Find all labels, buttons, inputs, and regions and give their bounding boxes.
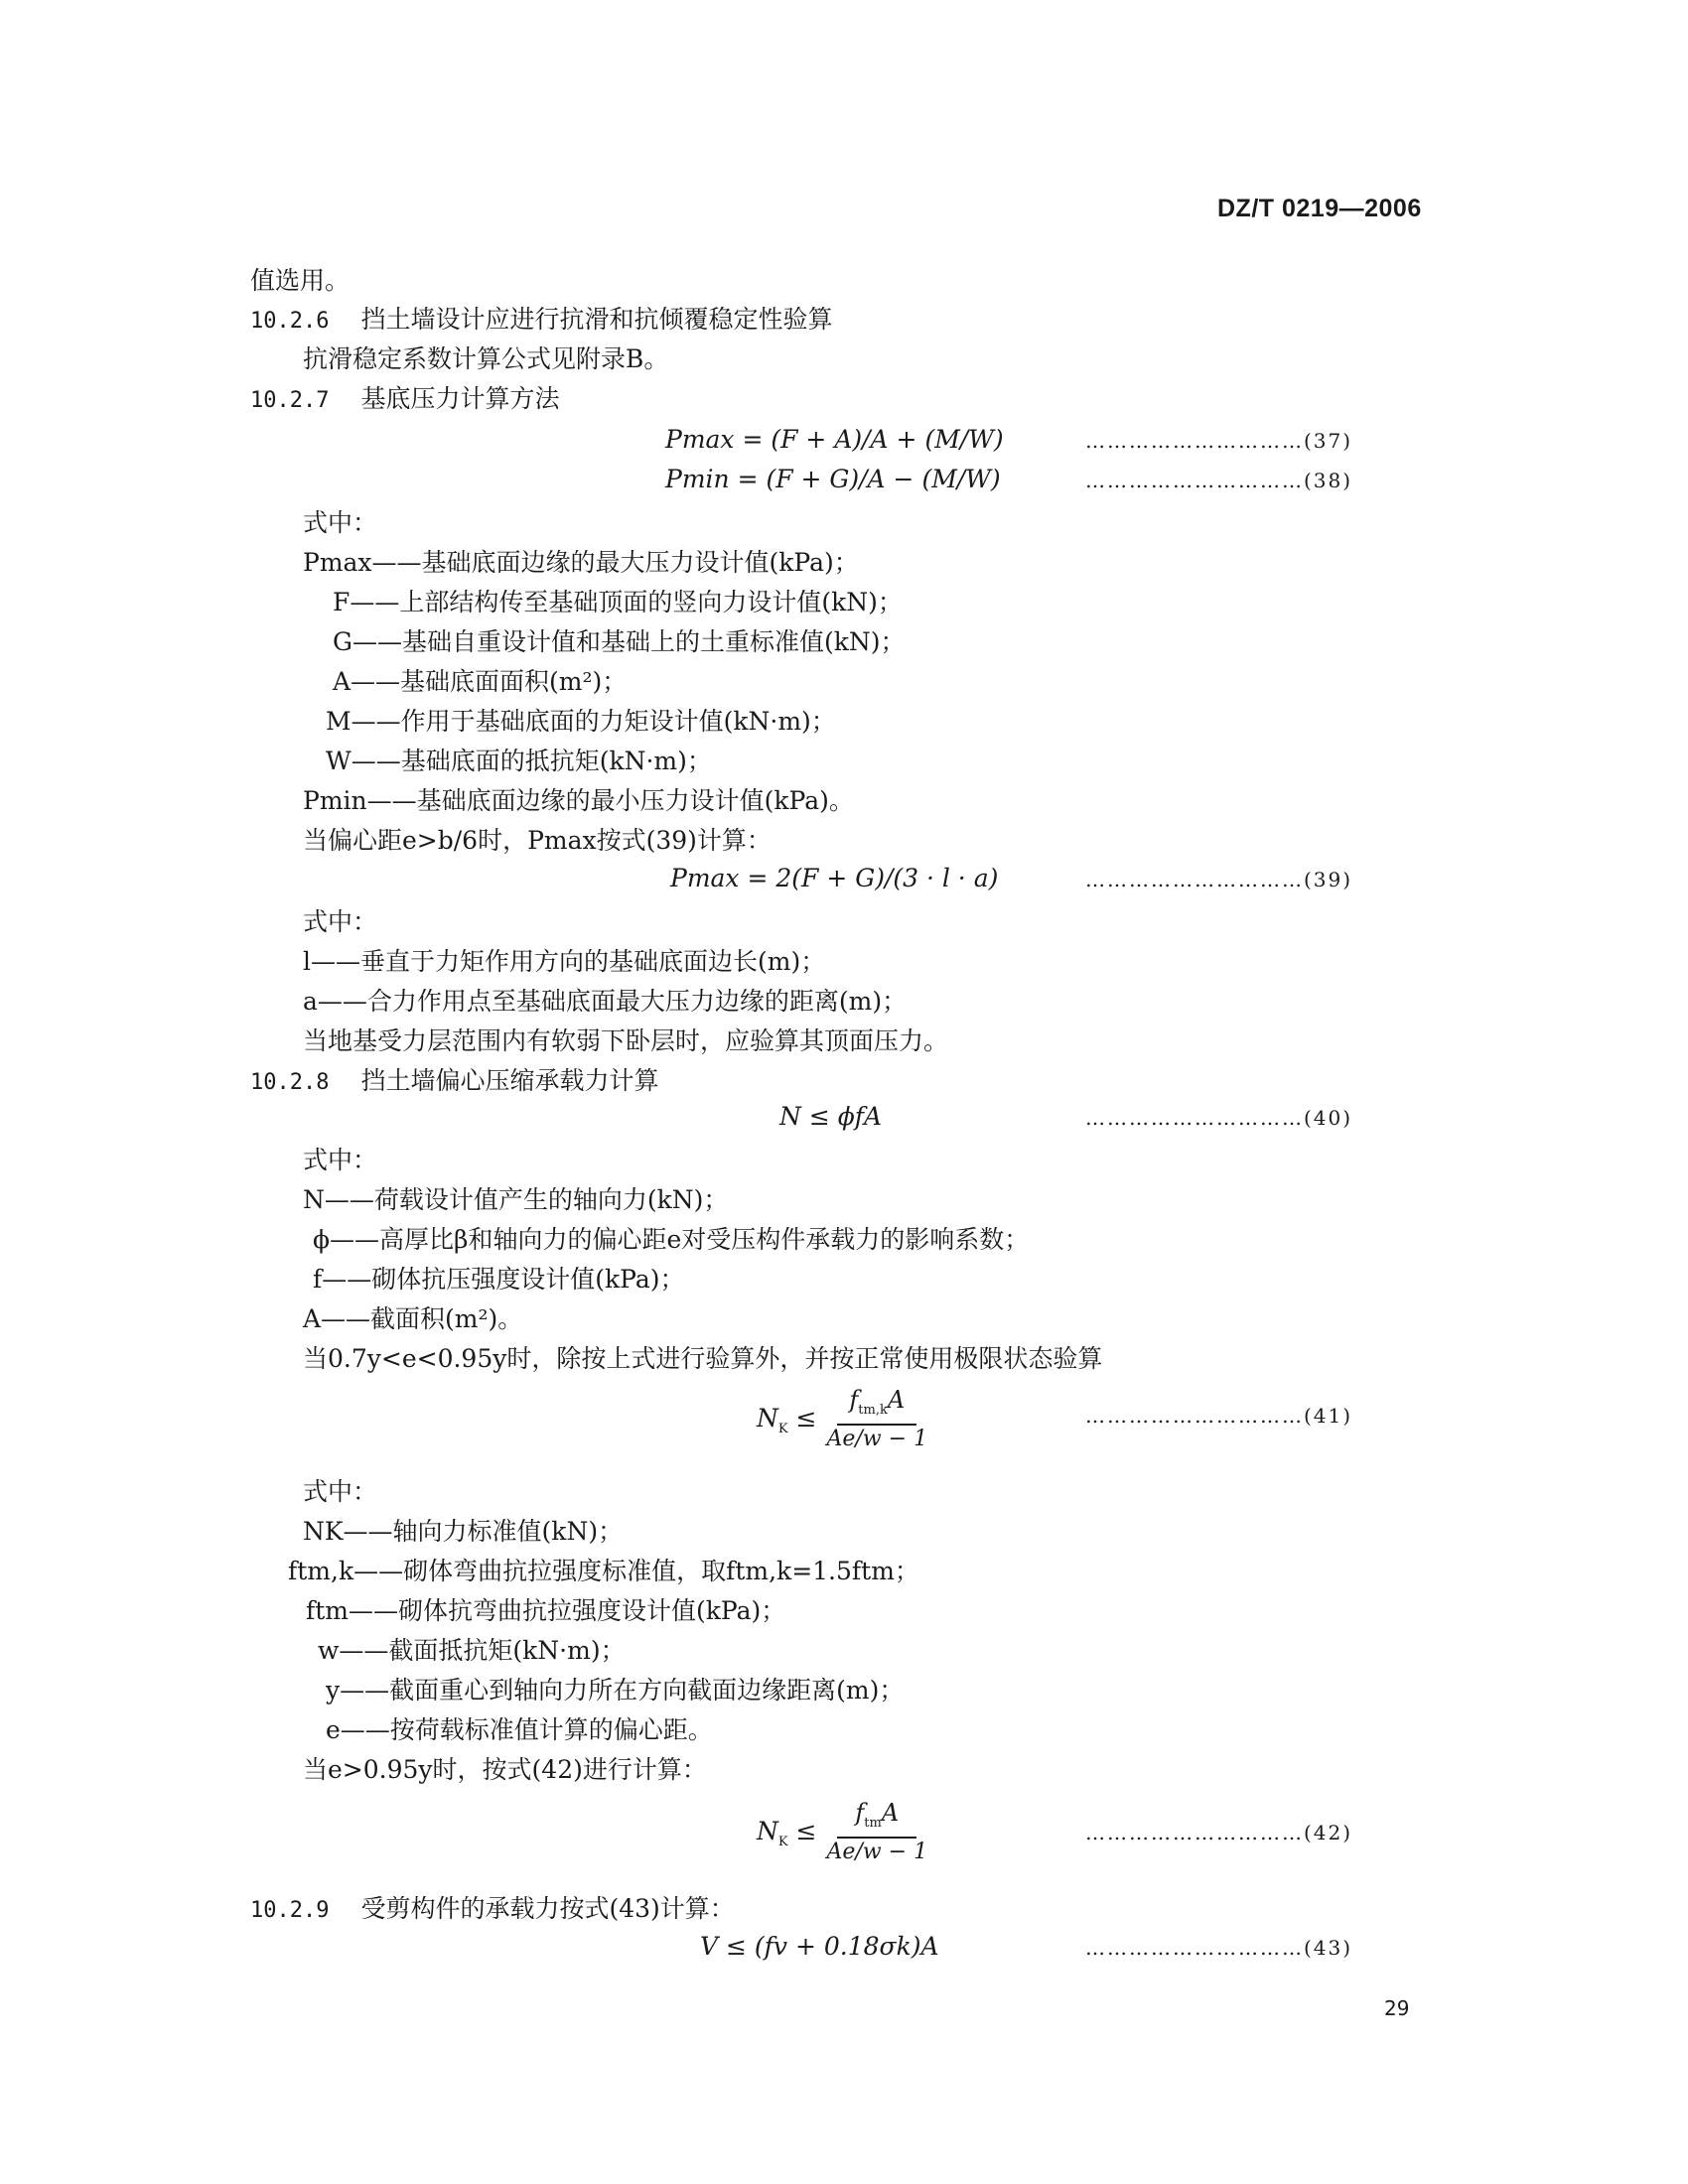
definition: ϕ——高厚比β和轴向力的偏心距e对受压构件承载力的影响系数；	[313, 1225, 1030, 1254]
text-line: 当e>0.95y时，按式(42)进行计算：	[303, 1755, 707, 1784]
definition: w——截面抵抗矩(kN·m)；	[318, 1636, 626, 1665]
text-line: 当偏心距e>b/6时，Pmax按式(39)计算：	[303, 826, 772, 855]
equation-43: V ≤ (fv + 0.18σk)A	[700, 1932, 939, 1961]
section-title: 基底压力计算方法	[360, 384, 560, 413]
equation-number-42: …………………………(42)	[1085, 1821, 1353, 1844]
section-title: 挡土墙偏心压缩承载力计算	[360, 1066, 659, 1095]
definition: F——上部结构传至基础顶面的竖向力设计值(kN)；	[333, 588, 903, 616]
equation-38: Pmin = (F + G)/A − (M/W)	[665, 465, 1001, 493]
equation-number-38: …………………………(38)	[1085, 469, 1353, 492]
page-number: 29	[1384, 1996, 1410, 2020]
section-number: 10.2.7	[250, 388, 330, 413]
definition: Pmax——基础底面边缘的最大压力设计值(kPa)；	[303, 548, 859, 577]
section-title: 挡土墙设计应进行抗滑和抗倾覆稳定性验算	[360, 305, 833, 334]
definition: ftm,k——砌体弯曲抗拉强度标准值，取ftm,k=1.5ftm；	[288, 1557, 919, 1585]
text-line: 值选用。	[250, 266, 351, 295]
text-where: 式中：	[303, 508, 378, 537]
definition: f——砌体抗压强度设计值(kPa)；	[313, 1265, 685, 1294]
section-number: 10.2.8	[250, 1070, 330, 1095]
text-line: 抗滑稳定系数计算公式见附录B。	[303, 344, 669, 373]
definition: e——按荷载标准值计算的偏心距。	[326, 1715, 713, 1744]
section-number: 10.2.9	[250, 1898, 330, 1923]
text-where: 式中：	[303, 1477, 378, 1506]
equation-number-40: …………………………(40)	[1085, 1106, 1353, 1130]
definition: W——基础底面的抵抗矩(kN·m)；	[326, 747, 712, 775]
section-10-2-6	[250, 303, 832, 339]
equation-number-41: …………………………(41)	[1085, 1404, 1353, 1428]
text-where: 式中：	[303, 1146, 378, 1174]
section-10-2-9	[250, 1892, 735, 1928]
definition: a——合力作用点至基础底面最大压力边缘的距离(m)；	[303, 987, 908, 1016]
equation-39: Pmax = 2(F + G)/(3 · l · a)	[670, 864, 999, 892]
definition: l——垂直于力矩作用方向的基础底面边长(m)；	[303, 947, 826, 976]
section-10-2-8	[250, 1064, 658, 1100]
text-where: 式中：	[303, 907, 378, 936]
definition: A——截面积(m²)。	[303, 1304, 523, 1333]
definition: NK——轴向力标准值(kN)；	[303, 1517, 624, 1546]
section-title: 受剪构件的承载力按式(43)计算：	[360, 1894, 735, 1923]
definition: G——基础自重设计值和基础上的土重标准值(kN)；	[333, 627, 906, 656]
text-line: 当0.7y<e<0.95y时，除按上式进行验算外，并按正常使用极限状态验算	[303, 1344, 1103, 1373]
definition: Pmin——基础底面边缘的最小压力设计值(kPa)。	[303, 786, 854, 815]
definition: M——作用于基础底面的力矩设计值(kN·m)；	[326, 707, 836, 736]
section-10-2-7	[250, 382, 559, 418]
standard-code: DZ/T 0219—2006	[1217, 195, 1422, 222]
section-number: 10.2.6	[250, 309, 330, 334]
equation-40: N ≤ ϕfA	[779, 1102, 883, 1131]
definition: y——截面重心到轴向力所在方向截面边缘距离(m)；	[326, 1676, 905, 1705]
equation-42: $N_K$ ≤ $f_{tm}A$ Ae/w − 1	[757, 1798, 928, 1865]
equation-number-37: …………………………(37)	[1085, 429, 1353, 453]
text-line: 当地基受力层范围内有软弱下卧层时，应验算其顶面压力。	[303, 1026, 949, 1055]
definition: A——基础底面面积(m²)；	[333, 667, 628, 696]
definition: N——荷载设计值产生的轴向力(kN)；	[303, 1185, 729, 1214]
definition: ftm——砌体抗弯曲抗拉强度设计值(kPa)；	[306, 1596, 786, 1625]
equation-number-43: …………………………(43)	[1085, 1936, 1353, 1960]
equation-37: Pmax = (F + A)/A + (M/W)	[665, 425, 1004, 454]
equation-number-39: …………………………(39)	[1085, 868, 1353, 891]
equation-41: $N_K$ ≤ $f_{tm,k}A$ Ae/w − 1	[757, 1385, 928, 1452]
